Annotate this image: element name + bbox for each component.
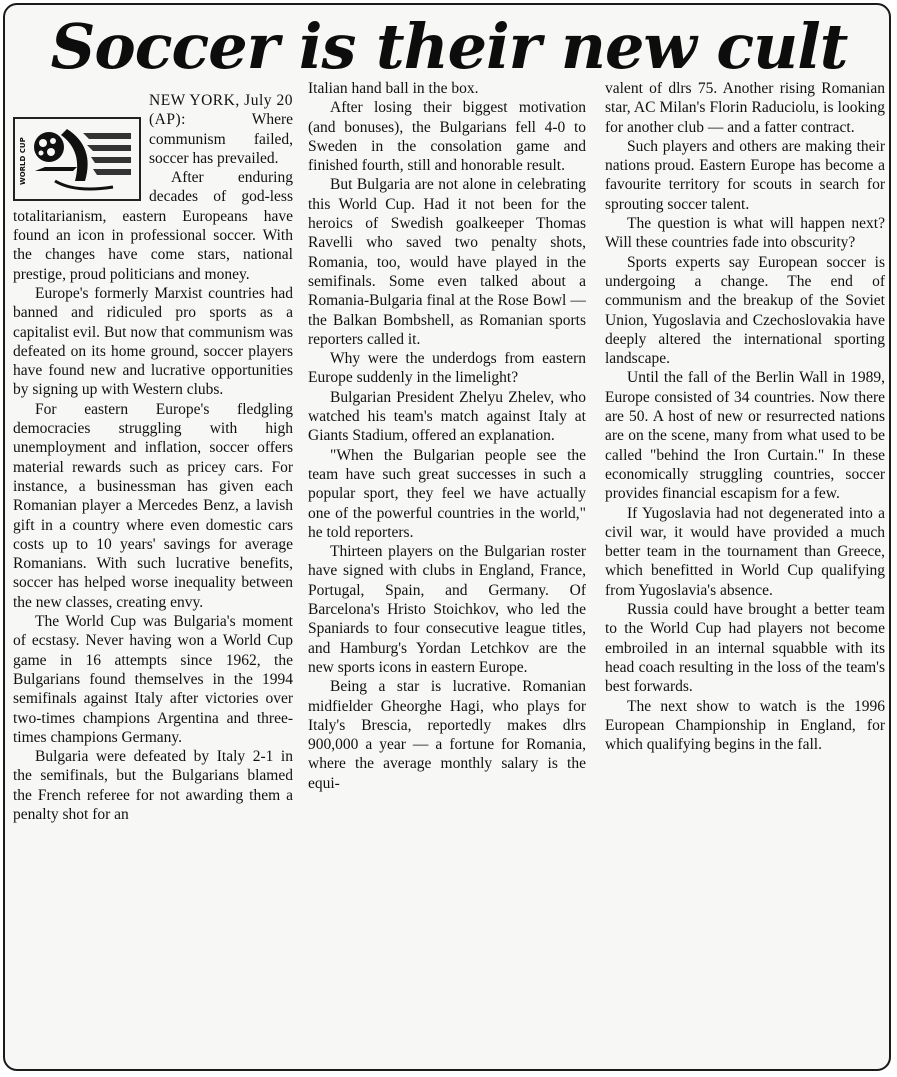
headline: Soccer is their new cult bbox=[50, 10, 848, 83]
world-cup-usa-94-logo bbox=[13, 117, 141, 201]
paragraph: Bulgarian President Zhelyu Zhelev, who watched his team's match against Italy at Giants Stadium, offered an explanation. bbox=[308, 388, 586, 445]
paragraph: The question is what will happen next? Will these countries fade into obscurity? bbox=[605, 215, 885, 252]
paragraph: But Bulgaria are not alone in celebrating this World Cup. Had it not been for the heroics of Swedish goalkeeper Thomas Ravelli who saved two penalty shots, Romania, too, would have played in the semifinals. Some even talked about a Romania-Bulgaria final at the Rose Bowl — the Balkan Bombshell, as Romanian sports reporters called it. bbox=[308, 176, 586, 348]
article-column-2 bbox=[308, 79, 586, 1065]
svg-text:WORLD CUP: WORLD CUP bbox=[19, 137, 27, 185]
lead-sentence: Where communism failed, soccer has prevailed. bbox=[149, 111, 293, 167]
paragraph: Being a star is lucrative. Romanian midfielder Gheorghe Hagi, who plays for Italy's Brescia, reportedly makes dlrs 900,000 a year — a fortune for Romania, where the average monthly salary is the equi- bbox=[308, 678, 586, 792]
article-column-1 bbox=[13, 91, 293, 1065]
world-cup-logo-icon bbox=[15, 119, 139, 199]
paragraph: Europe's formerly Marxist countries had banned and ridiculed pro sports as a capitalist evil. But now that communism was defeated on its home ground, soccer players have found new and lucrative opportunities by signing up with Western clubs. bbox=[13, 284, 293, 399]
paragraph: Bulgaria were defeated by Italy 2-1 in the semifinals, but the Bulgarians blamed the French referee for not awarding them a penalty shot for an bbox=[13, 748, 293, 823]
paragraph: If Yugoslavia had not degenerated into a civil war, it would have provided a much better team in the tournament than Greece, which benefitted in World Cup qualifying from Yugoslavia's absence. bbox=[605, 504, 885, 599]
paragraph: After losing their biggest motivation (and bonuses), the Bulgarians fell 4-0 to Sweden in the consolation game and finished fourth, still and honorable result. bbox=[308, 99, 586, 175]
paragraph: After enduring decades of god-less totalitarianism, eastern Europeans have found an icon in professional soccer. With the changes have come stars, national prestige, proud politicians and money. bbox=[13, 169, 293, 283]
article-column-3 bbox=[605, 79, 885, 1065]
paragraph: Thirteen players on the Bulgarian roster have signed with clubs in England, France, Portugal, Spain, and Germany. Of Barcelona's Hristo Stoichkov, who led the Spaniards to four consecutive league titles, and Hamburg's Yordan Letchkov are the new sports icons in eastern Europe. bbox=[308, 543, 586, 676]
paragraph: Until the fall of the Berlin Wall in 1989, Europe consisted of 34 countries. Now there are 50. A host of new or resurrected nations are on the scene, many from what used to be called "behind the Iron Curtain." In these economically struggling countries, soccer provides financial escapism for a few. bbox=[605, 369, 885, 503]
paragraph: Russia could have brought a better team to the World Cup had players not become embroiled in an internal squabble with its head coach resulting in the loss of the team's best forwards. bbox=[605, 601, 885, 696]
paragraph: The World Cup was Bulgaria's moment of ecstasy. Never having won a World Cup game in 16 attempts since 1962, the Bulgarians found themselves in the 1994 semifinals against Italy after victories over two-times champions Argentina and three-times champions Germany. bbox=[13, 613, 293, 746]
paragraph-continued: valent of dlrs 75. Another rising Romanian star, AC Milan's Florin Raduciolu, is looking for another club — and a fatter contract. bbox=[605, 80, 885, 136]
paragraph: "When the Bulgarian people see the team have such great successes in such a popular sport, they feel we have actually one of the powerful countries in the world," he told reporters. bbox=[308, 446, 586, 541]
newspaper-clipping bbox=[3, 3, 891, 1071]
paragraph: Sports experts say European soccer is undergoing a change. The end of communism and the breakup of the Soviet Union, Yugoslavia and Czechoslovakia have deeply altered the international sporting landscape. bbox=[605, 253, 885, 368]
dateline: NEW YORK, July 20 (AP): bbox=[149, 92, 293, 129]
paragraph: Why were the underdogs from eastern Europe suddenly in the limelight? bbox=[308, 350, 586, 387]
paragraph: The next show to watch is the 1996 European Championship in England, for which qualifying begins in the fall. bbox=[605, 697, 885, 754]
paragraph-continued: Italian hand ball in the box. bbox=[308, 80, 479, 97]
paragraph: Such players and others are making their nations proud. Eastern Europe has become a favourite territory for scouts in search for sprouting soccer talent. bbox=[605, 137, 885, 213]
paragraph: For eastern Europe's fledgling democracies struggling with high unemployment and inflation, soccer offers material rewards such as pricey cars. For instance, a businessman has given each Romanian player a Mercedes Benz, a lavish gift in a country where even domestic cars costs up to 10 years' savings for average Romanians. With such lucrative benefits, soccer has helped worse inequality between the new classes, creating envy. bbox=[13, 400, 293, 611]
